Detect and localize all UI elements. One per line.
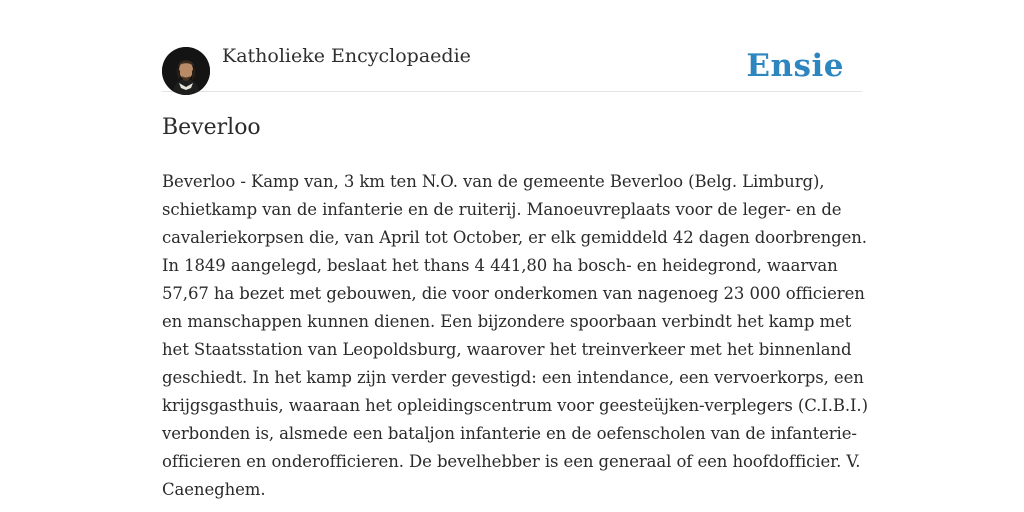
- article-body: Beverloo - Kamp van, 3 km ten N.O. van de gemeente Beverloo (Belg. Limburg), schietkamp van de infanterie en de ruiterij. Manoeuvreplaats voor de leger- en de cavaleriekorpsen die, van April tot October, er elk gemiddeld 42 dagen doorbrengen. In 1849 aangelegd, beslaat het thans 4 441,80 ha bosch- en heidegrond, waarvan 57,67 ha bezet met gebouwen, die voor onderkomen van nagenoeg 23 000 officieren en manschappen kunnen dienen. Een bijzondere spoorbaan verbindt het kamp met het Staatsstation van Leopoldsburg, waarover het treinverkeer met het binnenland geschiedt. In het kamp zijn verder gevestigd: een intendance, een vervoerkorps, een krijgsgasthuis, waaraan het opleidingscentrum voor geesteüjken-verplegers (C.I.B.I.) verbonden is, alsmede een bataljon infanterie en de oefenscholen van de infanterie-officieren en onderofficieren. De bevelhebber is een generaal of een hoofdofficier. V. Caeneghem.: [162, 172, 868, 499]
- portrait-avatar-icon[interactable]: [162, 47, 210, 95]
- brand-logo[interactable]: Ensie: [746, 48, 844, 84]
- article-title: Beverloo: [162, 115, 261, 140]
- site-name[interactable]: Katholieke Encyclopaedie: [222, 45, 471, 67]
- site-header: [162, 40, 862, 92]
